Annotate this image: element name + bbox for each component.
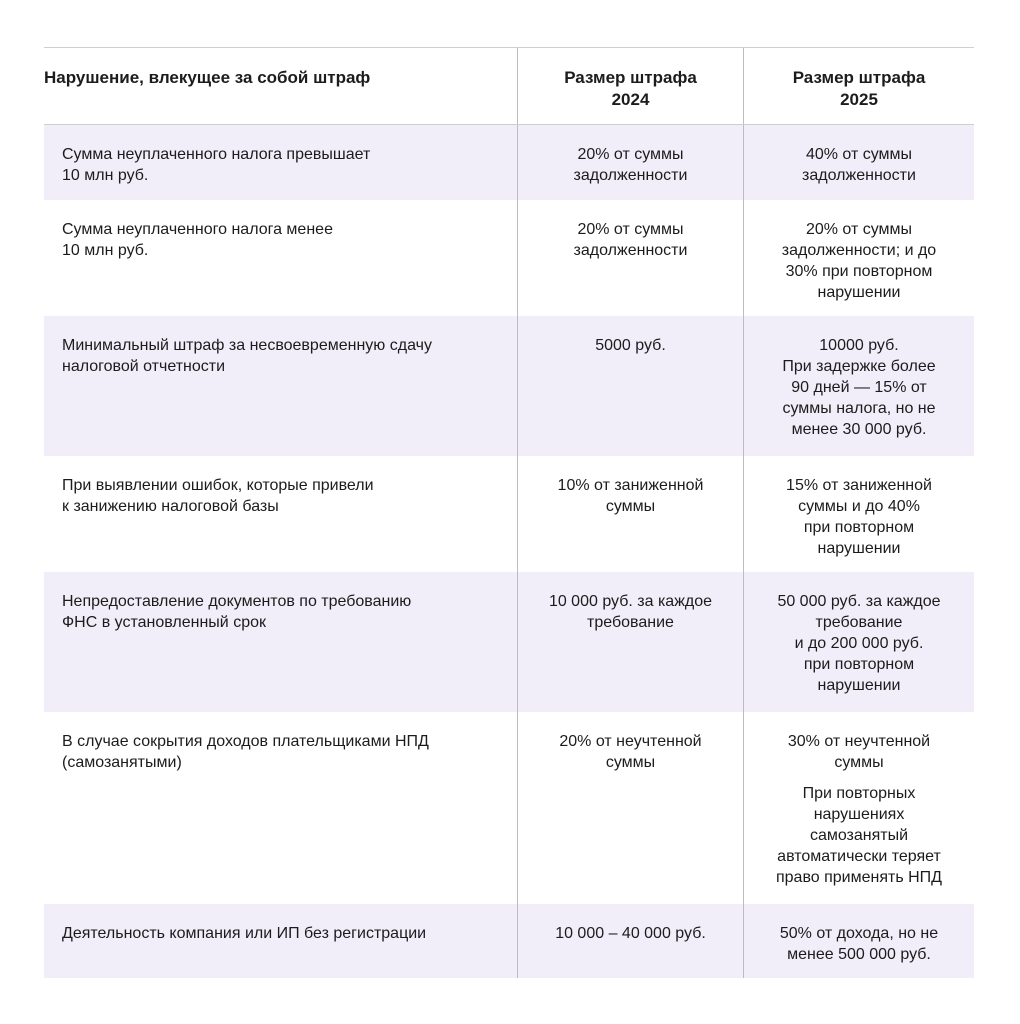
table-row bbox=[44, 125, 974, 200]
table-row bbox=[44, 904, 974, 978]
violation-cell: Деятельность компания или ИП без регистрации bbox=[62, 925, 427, 942]
table-row bbox=[44, 316, 974, 456]
header-fine-2025: Размер штрафа 2025 bbox=[743, 48, 974, 124]
violation-cell: Сумма неуплаченного налога превышает 10 млн руб. bbox=[62, 146, 371, 184]
violation-cell: Непредоставление документов по требованию ФНС в установленный срок bbox=[62, 593, 412, 631]
header-fine-2024: Размер штрафа 2024 bbox=[517, 48, 743, 124]
table-row bbox=[44, 200, 974, 316]
violation-cell: Сумма неуплаченного налога менее 10 млн руб. bbox=[62, 221, 333, 259]
header-violation: Нарушение, влекущее за собой штраф bbox=[44, 68, 371, 87]
fine-2024-cell: 5000 руб. bbox=[517, 316, 743, 456]
table-row bbox=[44, 456, 974, 572]
fine-2025-cell: 20% от суммы задолженности; и до 30% при повторном нарушении bbox=[743, 200, 974, 316]
violation-cell: В случае сокрытия доходов плательщиками НПД (самозанятыми) bbox=[62, 733, 429, 771]
fine-2025-cell: 15% от заниженной суммы и до 40% при повторном нарушении bbox=[743, 456, 974, 572]
fine-2024-cell: 20% от суммы задолженности bbox=[517, 125, 743, 200]
table-header bbox=[44, 48, 974, 125]
violation-cell: Минимальный штраф за несвоевременную сдачу налоговой отчетности bbox=[62, 337, 432, 375]
fine-2025-cell: 40% от суммы задолженности bbox=[743, 125, 974, 200]
fine-2024-cell: 10% от заниженной суммы bbox=[517, 456, 743, 572]
fine-2024-cell: 20% от суммы задолженности bbox=[517, 200, 743, 316]
fine-2024-cell: 10 000 руб. за каждое требование bbox=[517, 572, 743, 712]
violation-cell: При выявлении ошибок, которые привели к занижению налоговой базы bbox=[62, 477, 374, 515]
fine-2025-cell: 10000 руб. При задержке более 90 дней — 15% от суммы налога, но не менее 30 000 руб. bbox=[743, 316, 974, 456]
fine-2025-cell: 50% от дохода, но не менее 500 000 руб. bbox=[743, 904, 974, 978]
table-row bbox=[44, 712, 974, 904]
fine-2025-cell: 30% от неучтенной суммы При повторных нарушениях самозанятый автоматически теряет право применять НПД bbox=[743, 712, 974, 904]
paragraph-gap bbox=[752, 773, 966, 783]
fine-2025-cell: 50 000 руб. за каждое требование и до 200 000 руб. при повторном нарушении bbox=[743, 572, 974, 712]
fines-table bbox=[44, 47, 974, 978]
fine-2024-cell: 20% от неучтенной суммы bbox=[517, 712, 743, 904]
table-row bbox=[44, 572, 974, 712]
fine-2024-cell: 10 000 – 40 000 руб. bbox=[517, 904, 743, 978]
